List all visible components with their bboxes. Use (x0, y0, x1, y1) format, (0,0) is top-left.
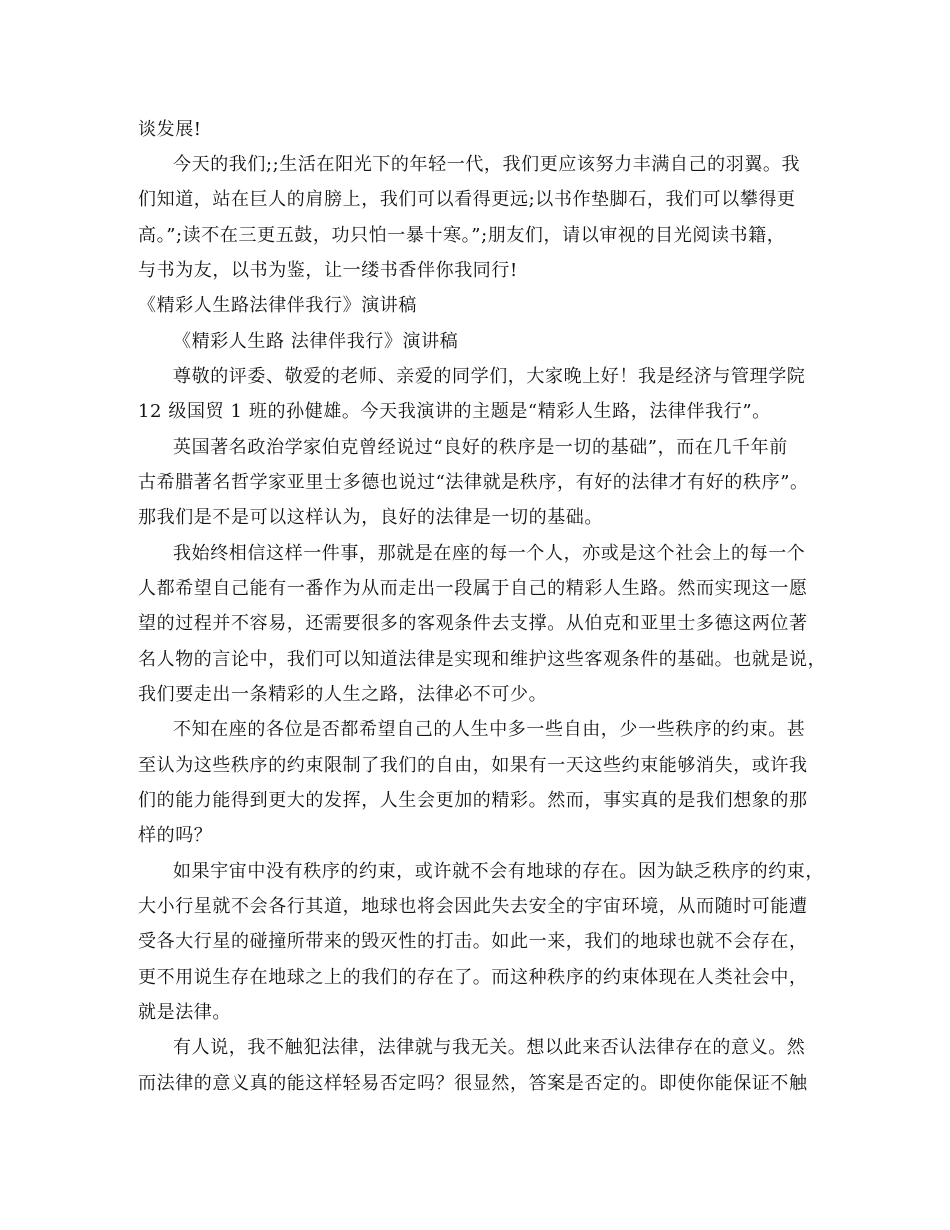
text-line: 而法律的意义真的能这样轻易否定吗？很显然，答案是否定的。即使你能保证不触 (138, 1073, 808, 1094)
paragraph-first-line: 不知在座的各位是否都希望自己的人生中多一些自由，少一些秩序的约束。甚 (173, 719, 806, 740)
text-line: 望的过程并不容易，还需要很多的客观条件去支撑。从伯克和亚里士多德这两位著 (138, 613, 808, 634)
text-line: 大小行星就不会各行其道，地球也将会因此失去安全的宇宙环境，从而随时可能遭 (138, 896, 808, 917)
paragraph-first-line: 今天的我们;;生活在阳光下的年轻一代，我们更应该努力丰满自己的羽翼。我 (173, 154, 801, 175)
text-line: 更不用说生存在地球之上的我们的存在了。而这种秩序的约束体现在人类社会中， (138, 967, 808, 988)
paragraph-first-line: 英国著名政治学家伯克曾经说过“良好的秩序是一切的基础”，而在几千年前 (173, 437, 788, 458)
section-heading: 《精彩人生路法律伴我行》演讲稿 (138, 295, 417, 316)
paragraph-first-line: 如果宇宙中没有秩序的约束，或许就不会有地球的存在。因为缺乏秩序的约束， (173, 861, 824, 882)
text-line: 谈发展! (138, 119, 202, 140)
text-line: 样的吗？ (138, 825, 213, 846)
speech-title: 《精彩人生路 法律伴我行》演讲稿 (173, 331, 459, 352)
text-line: 与书为友，以书为鉴，让一缕书香伴你我同行! (138, 260, 518, 281)
text-line: 人都希望自己能有一番作为从而走出一段属于自己的精彩人生路。然而实现这一愿 (138, 578, 808, 599)
text-line: 名人物的言论中，我们可以知道法律是实现和维护这些客观条件的基础。也就是说， (138, 649, 827, 670)
text-line: 那我们是不是可以这样认为，良好的法律是一切的基础。 (138, 507, 603, 528)
paragraph-first-line: 尊敬的评委、敬爱的老师、亲爱的同学们，大家晚上好！我是经济与管理学院 (173, 366, 806, 387)
paragraph-first-line: 有人说，我不触犯法律，法律就与我无关。想以此来否认法律存在的意义。然 (173, 1037, 806, 1058)
text-line: 们的能力能得到更大的发挥，人生会更加的精彩。然而，事实真的是我们想象的那 (138, 790, 808, 811)
text-line: 们知道，站在巨人的肩膀上，我们可以看得更远;以书作垫脚石，我们可以攀得更 (138, 189, 796, 210)
text-line: 古希腊著名哲学家亚里士多德也说过“法律就是秩序，有好的法律才有好的秩序”。 (138, 472, 809, 493)
text-line: 受各大行星的碰撞所带来的毁灭性的打击。如此一来，我们的地球也就不会存在， (138, 931, 808, 952)
text-line: 就是法律。 (138, 1002, 231, 1023)
text-line: 至认为这些秩序的约束限制了我们的自由，如果有一天这些约束能够消失，或许我 (138, 755, 808, 776)
text-line: 12 级国贸 1 班的孙健雄。今天我演讲的主题是“精彩人生路，法律伴我行”。 (138, 401, 771, 422)
text-line: 高。”;读不在三更五鼓，功只怕一暴十寒。”;朋友们，请以审视的目光阅读书籍， (138, 225, 786, 246)
paragraph-first-line: 我始终相信这样一件事，那就是在座的每一个人，亦或是这个社会上的每一个 (173, 543, 806, 564)
text-line: 我们要走出一条精彩的人生之路，法律必不可少。 (138, 684, 548, 705)
